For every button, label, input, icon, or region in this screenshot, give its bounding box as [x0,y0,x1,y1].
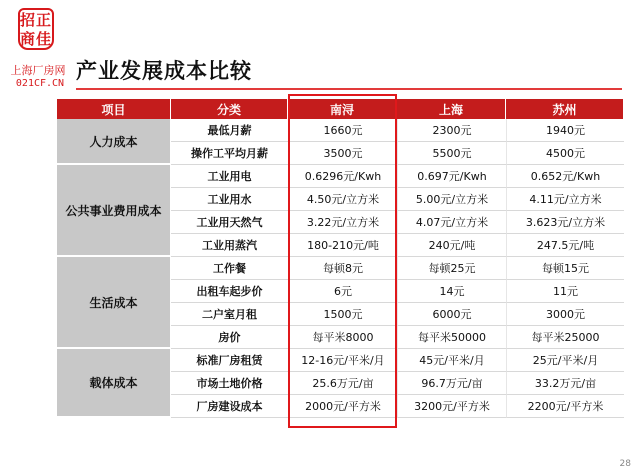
category-label: 工业用电 [171,165,288,188]
value-cell: 0.6296元/Kwh [288,165,397,188]
page-number: 28 [619,459,631,469]
category-label: 市场土地价格 [171,372,288,395]
category-label: 工业用天然气 [171,211,288,234]
category-label: 二户室月租 [171,303,288,326]
value-cell: 3000元 [506,303,624,326]
category-label: 操作工平均月薪 [171,142,288,165]
header-project: 项目 [57,99,171,119]
value-cell: 3.623元/立方米 [506,211,624,234]
value-cell: 96.7万元/亩 [397,372,506,395]
value-cell: 25元/平米/月 [506,349,624,372]
value-cell: 14元 [397,280,506,303]
value-cell: 1940元 [506,119,624,142]
logo-mark-line-2: 商佳 [20,30,53,48]
logo-mark-line-1: 招正 [20,11,53,29]
header-nanxun: 南浔 [288,99,397,119]
value-cell: 247.5元/吨 [506,234,624,257]
page-title: 产业发展成本比较 [76,59,252,83]
category-label: 工业用蒸汽 [171,234,288,257]
category-label: 房价 [171,326,288,349]
header-suzhou: 苏州 [506,99,624,119]
value-cell: 2200元/平方米 [506,395,624,418]
logo-mark [18,8,54,50]
category-label: 工作餐 [171,257,288,280]
value-cell: 3500元 [288,142,397,165]
value-cell: 2000元/平方米 [288,395,397,418]
title-divider [76,88,622,90]
header-shanghai: 上海 [397,99,506,119]
category-label: 厂房建设成本 [171,395,288,418]
group-label: 公共事业费用成本 [57,165,171,257]
value-cell: 33.2万元/亩 [506,372,624,395]
value-cell: 4.07元/立方米 [397,211,506,234]
value-cell: 5.00元/立方米 [397,188,506,211]
site-logo [6,4,70,94]
value-cell: 45元/平米/月 [397,349,506,372]
category-label: 最低月薪 [171,119,288,142]
value-cell: 4500元 [506,142,624,165]
value-cell: 25.6万元/亩 [288,372,397,395]
value-cell: 4.11元/立方米 [506,188,624,211]
value-cell: 3200元/平方米 [397,395,506,418]
category-label: 标准厂房租赁 [171,349,288,372]
value-cell: 180-210元/吨 [288,234,397,257]
value-cell: 12-16元/平米/月 [288,349,397,372]
value-cell: 3.22元/立方米 [288,211,397,234]
value-cell: 每平米50000 [397,326,506,349]
value-cell: 每平米8000 [288,326,397,349]
value-cell: 11元 [506,280,624,303]
value-cell: 每平米25000 [506,326,624,349]
value-cell: 0.652元/Kwh [506,165,624,188]
value-cell: 1660元 [288,119,397,142]
value-cell: 0.697元/Kwh [397,165,506,188]
logo-url: 021CF.CN [15,78,65,89]
value-cell: 240元/吨 [397,234,506,257]
cost-comparison-table [57,99,624,418]
value-cell: 6000元 [397,303,506,326]
value-cell: 6元 [288,280,397,303]
value-cell: 2300元 [397,119,506,142]
value-cell: 1500元 [288,303,397,326]
group-label: 人力成本 [57,119,171,165]
value-cell: 每顿15元 [506,257,624,280]
value-cell: 5500元 [397,142,506,165]
value-cell: 每顿25元 [397,257,506,280]
group-label: 载体成本 [57,349,171,418]
value-cell: 每顿8元 [288,257,397,280]
logo-tagline: 上海厂房网 [10,64,66,77]
group-label: 生活成本 [57,257,171,349]
category-label: 出租车起步价 [171,280,288,303]
header-category: 分类 [171,99,288,119]
value-cell: 4.50元/立方米 [288,188,397,211]
category-label: 工业用水 [171,188,288,211]
